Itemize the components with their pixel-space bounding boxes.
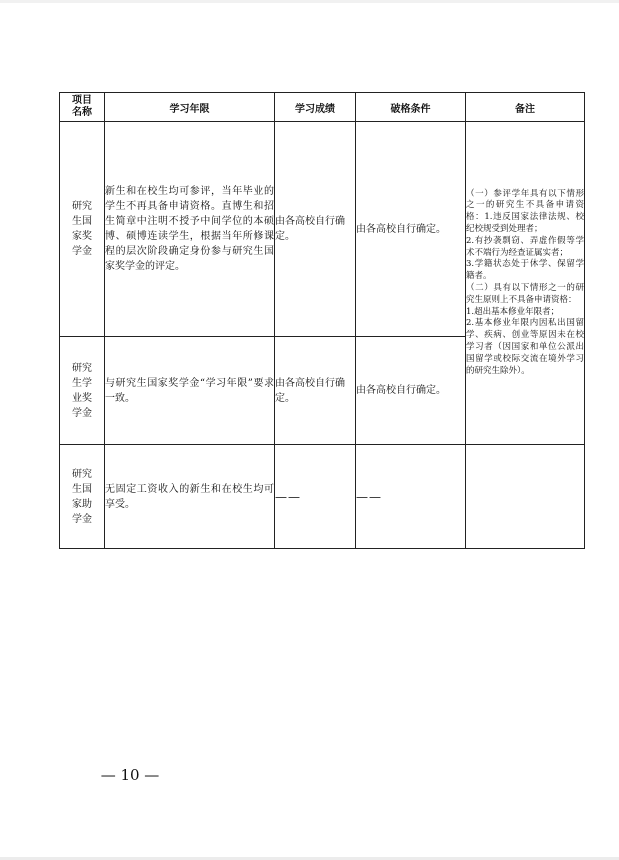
header-grades: 学习成绩 [275,93,356,122]
header-item-name [60,93,105,122]
study-years-cell: 无固定工资收入的新生和在校生均可享受。 [105,445,275,549]
page-number: — 10 — [100,766,160,784]
header-item-name-line1: 项目 [72,95,92,106]
remark-line: 2.有抄袭剽窃、弄虚作假等学术不端行为经查证属实者； [466,235,584,258]
row-name: 研究生国家助学金 [72,468,92,525]
header-exception: 破格条件 [356,93,466,122]
remarks-cell [466,122,585,445]
study-years-cell: 新生和在校生均可参评，当年毕业的学生不再具备申请资格。直博生和招生简章中注明不授予中间学位的本硕博、硕博连读学生，根据当年所修课程的层次阶段确定身份参与研究生国家奖学金的评定。 [105,122,275,337]
grades-cell: 由各高校自行确定。 [275,122,356,337]
grades-cell: 由各高校自行确定。 [275,337,356,445]
header-remarks: 备注 [466,93,585,122]
header-study-years: 学习年限 [105,93,275,122]
table-header-row [60,93,585,122]
row-name: 研究生学业奖学金 [72,362,92,419]
exception-cell: 由各高校自行确定。 [356,337,466,445]
study-years-cell: 与研究生国家奖学金“学习年限”要求一致。 [105,337,275,445]
remark-line: （二）具有以下情形之一的研究生原则上不具备申请资格： [466,283,584,305]
row-name-cell [60,122,105,337]
header-item-name-line2: 名称 [72,107,92,118]
remark-line: 1.超出基本修业年限者； [466,306,560,317]
remarks-cell-empty [466,445,585,549]
exception-cell: 由各高校自行确定。 [356,122,466,337]
grades-cell: —— [275,445,356,549]
scholarship-table [59,92,585,549]
row-name-cell [60,337,105,445]
table-row [60,122,585,337]
row-name-cell [60,445,105,549]
top-edge [0,0,619,3]
row-name: 研究生国家奖学金 [72,201,92,257]
exception-cell: —— [356,445,466,549]
remark-line: （一）参评学年具有以下情形之一的研究生不具备申请资格：1.违反国家法律法规、校纪校规受到处理者； [466,188,584,235]
remark-line: 3.学籍状态处于休学、保留学籍者。 [466,259,584,282]
remark-line: 2.基本修业年限内因私出国留学、疾病、创业等原因未在校学习者（因国家和单位公派出国留学或校际交流在境外学习的研究生除外）。 [466,318,584,376]
table-row [60,445,585,549]
